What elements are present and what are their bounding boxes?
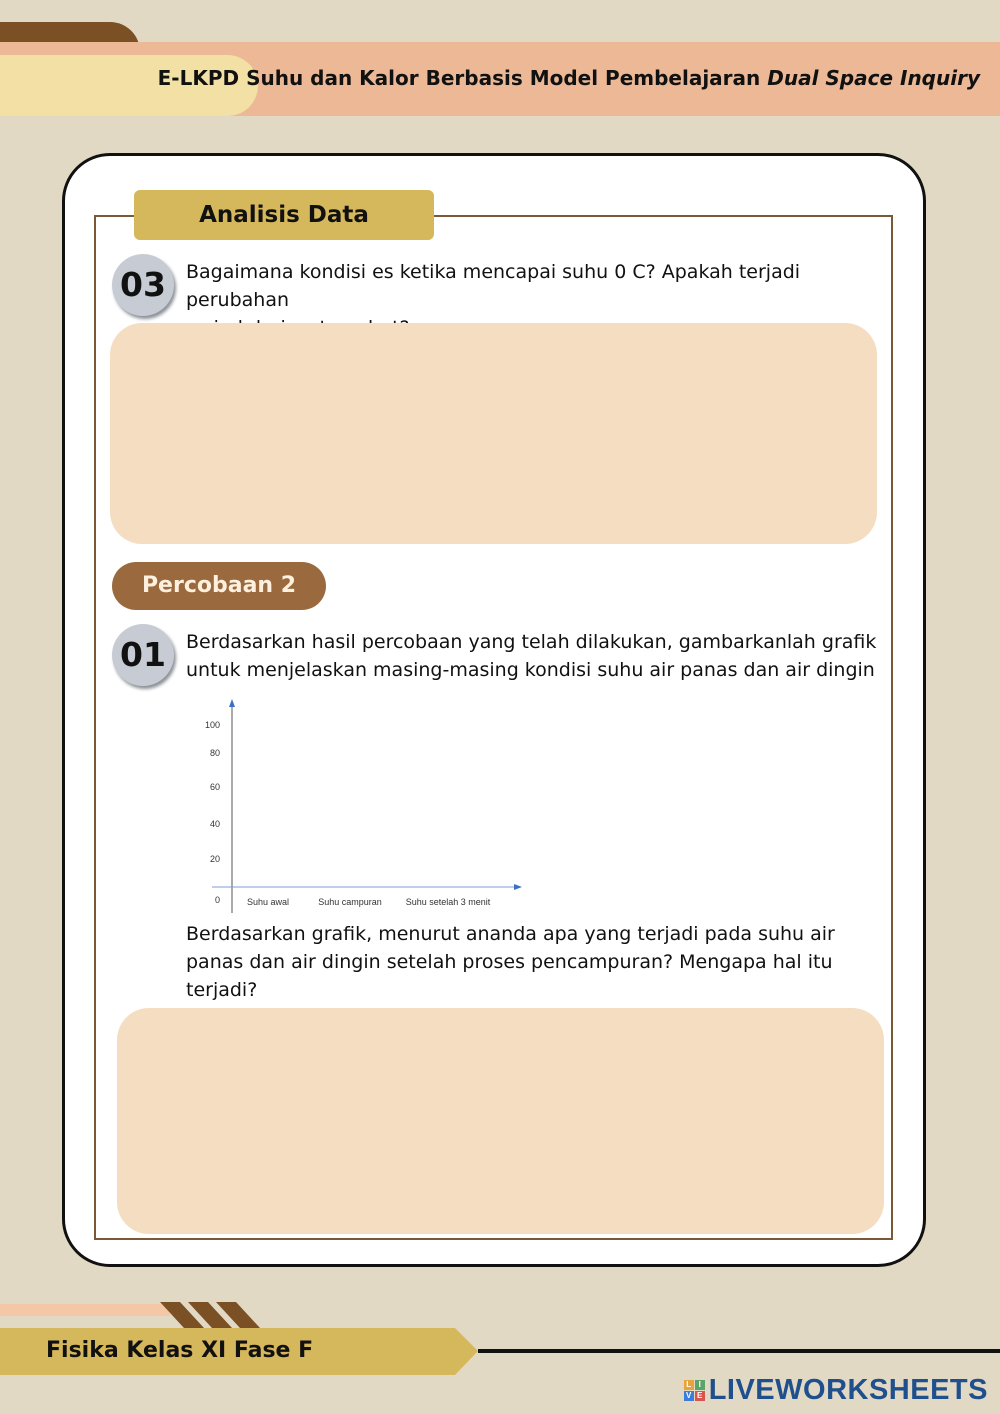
header-title-italic: Dual Space Inquiry [767, 66, 980, 90]
y-tick-label: 20 [209, 854, 220, 864]
footer-chevrons-icon [160, 1302, 270, 1330]
question-number-badge: 03 [112, 254, 174, 316]
logo-letter-square: E [695, 1391, 705, 1401]
y-tick-label: 0 [214, 895, 220, 905]
logo-letter-square: L [684, 1380, 694, 1390]
y-tick-label: 40 [209, 819, 220, 829]
liveworksheets-logo-text: LIVEWORKSHEETS [708, 1373, 988, 1406]
question-number-badge: 01 [112, 624, 174, 686]
x-category-label: Suhu awal [246, 897, 290, 907]
y-tick-label: 100 [204, 720, 220, 730]
question-text [186, 628, 886, 684]
y-tick-label: 80 [209, 748, 220, 758]
section-tab-percobaan-2: Percobaan 2 [112, 562, 326, 610]
section-tab-analisis-data: Analisis Data [134, 190, 434, 240]
answer-input-percobaan-01[interactable] [117, 1008, 884, 1234]
x-category-label: Suhu campuran [318, 897, 382, 907]
answer-input-analisis-03[interactable] [110, 323, 877, 544]
footer-divider [478, 1349, 1000, 1353]
y-tick-label: 60 [209, 782, 220, 792]
y-axis-arrow [229, 699, 235, 707]
question-line: Berdasarkan grafik, menurut ananda apa yang terjadi pada suhu air [186, 923, 835, 945]
followup-question-text [186, 920, 846, 1004]
footer-stripe [0, 1304, 170, 1316]
question-line: panas dan air dingin setelah proses pencampuran? Mengapa hal itu [186, 951, 833, 973]
logo-letter-square: I [695, 1380, 705, 1390]
x-category-label: Suhu setelah 3 menit [405, 897, 491, 907]
liveworksheets-icon [684, 1380, 705, 1401]
question-line: Bagaimana kondisi es ketika mencapai suhu 0 C? Apakah terjadi perubahan [186, 261, 801, 311]
x-axis-arrow [514, 884, 522, 890]
liveworksheets-logo[interactable] [684, 1372, 988, 1408]
question-line: untuk menjelaskan masing-masing kondisi suhu air panas dan air dingin [186, 659, 875, 681]
header-title-main: E-LKPD Suhu dan Kalor Berbasis Model Pembelajaran [157, 66, 768, 90]
header-title [158, 66, 980, 90]
logo-letter-square: V [684, 1391, 694, 1401]
question-line: Berdasarkan hasil percobaan yang telah dilakukan, gambarkanlah grafik [186, 631, 877, 653]
footer-label: Fisika Kelas XI Fase F [46, 1338, 314, 1363]
question-line: terjadi? [186, 979, 258, 1001]
temperature-chart[interactable] [198, 697, 528, 915]
